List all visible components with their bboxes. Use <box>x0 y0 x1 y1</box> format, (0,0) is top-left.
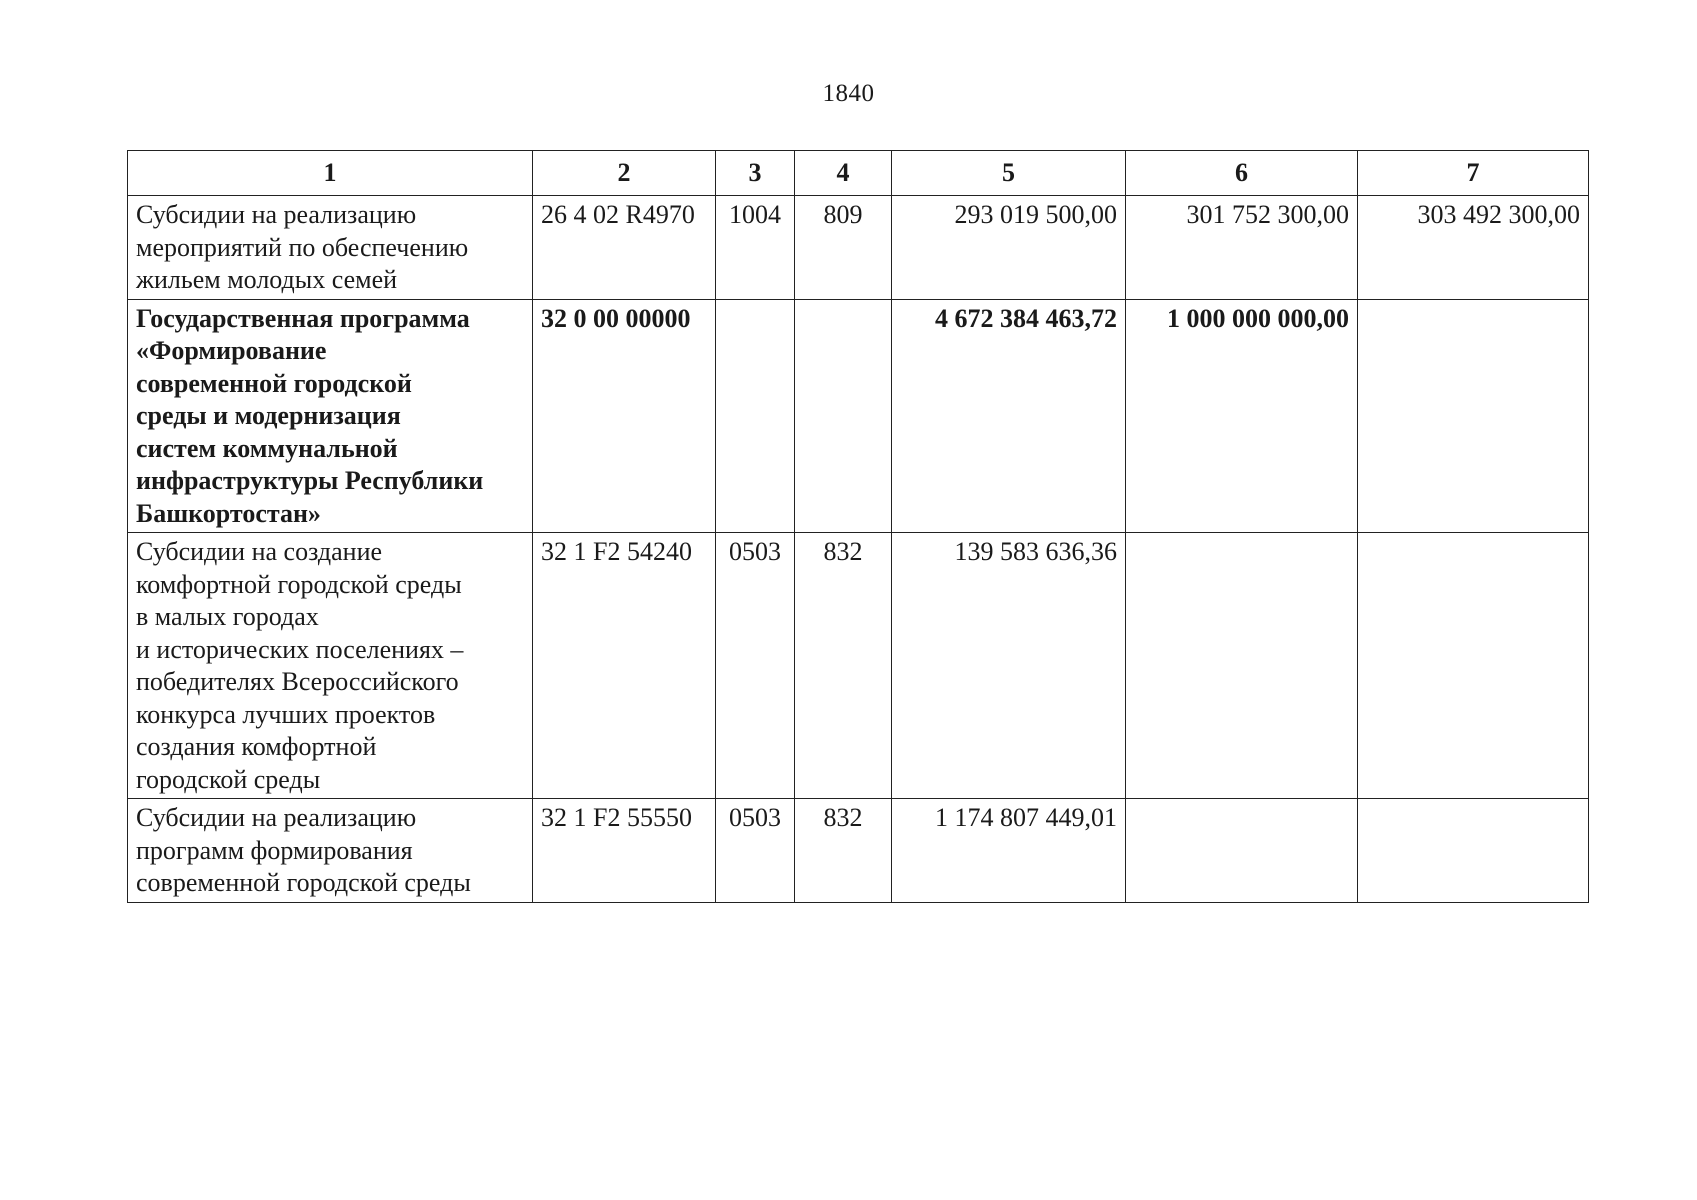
item-name-line: Субсидии на создание <box>136 537 383 566</box>
expense-type-cell: 832 <box>795 533 892 799</box>
item-name-cell <box>128 533 533 799</box>
table-body <box>128 196 1589 903</box>
item-name-line: мероприятий по обеспечению <box>136 232 469 262</box>
section-code-cell <box>716 299 795 533</box>
amount-col-5-cell: 1 174 807 449,01 <box>892 799 1126 903</box>
amount-col-7-cell <box>1358 799 1589 903</box>
item-name-line: программ формирования <box>136 835 413 865</box>
amount-col-6-cell: 301 752 300,00 <box>1126 196 1358 300</box>
budget-table <box>127 150 1589 903</box>
section-code-cell: 0503 <box>716 533 795 799</box>
budget-code-cell: 32 1 F2 54240 <box>533 533 716 799</box>
budget-code-cell: 32 1 F2 55550 <box>533 799 716 903</box>
header-col-2: 2 <box>533 151 716 196</box>
item-name-line: городской среды <box>136 764 321 794</box>
item-name-line: создания комфортной <box>136 732 377 761</box>
item-name-line: систем коммунальной <box>136 433 398 463</box>
section-code-cell: 0503 <box>716 799 795 903</box>
amount-col-7-cell: 303 492 300,00 <box>1358 196 1589 300</box>
amount-col-5-cell: 4 672 384 463,72 <box>892 299 1126 533</box>
expense-type-cell: 809 <box>795 196 892 300</box>
item-name-line: среды и модернизация <box>136 401 401 430</box>
item-name-line: Башкортостан» <box>136 498 321 528</box>
item-name-cell <box>128 196 533 300</box>
item-name-line: современной городской <box>136 368 412 398</box>
amount-col-6-cell: 1 000 000 000,00 <box>1126 299 1358 533</box>
header-col-1: 1 <box>128 151 533 196</box>
amount-col-6-cell <box>1126 799 1358 903</box>
item-name-line: Субсидии на реализацию <box>136 803 417 832</box>
item-name-line: инфраструктуры Республики <box>136 466 484 495</box>
header-col-3: 3 <box>716 151 795 196</box>
item-name-line: «Формирование <box>136 336 327 365</box>
item-name-line: в малых городах <box>136 602 319 631</box>
item-name-line: современной городской среды <box>136 868 471 897</box>
table-row <box>128 533 1589 799</box>
header-col-6: 6 <box>1126 151 1358 196</box>
expense-type-cell: 832 <box>795 799 892 903</box>
item-name-line: конкурса лучших проектов <box>136 699 436 729</box>
table-row <box>128 799 1589 903</box>
item-name-cell <box>128 299 533 533</box>
section-code-cell: 1004 <box>716 196 795 300</box>
table-row <box>128 196 1589 300</box>
item-name-cell <box>128 799 533 903</box>
amount-col-5-cell: 293 019 500,00 <box>892 196 1126 300</box>
item-name-line: комфортной городской среды <box>136 569 462 599</box>
item-name-line: победителях Всероссийского <box>136 667 459 696</box>
table-row <box>128 299 1589 533</box>
amount-col-7-cell <box>1358 299 1589 533</box>
page-number: 1840 <box>822 80 875 107</box>
expense-type-cell <box>795 299 892 533</box>
header-col-5: 5 <box>892 151 1126 196</box>
header-col-4: 4 <box>795 151 892 196</box>
budget-code-cell: 32 0 00 00000 <box>533 299 716 533</box>
budget-code-cell: 26 4 02 R4970 <box>533 196 716 300</box>
item-name-line: и исторических поселениях – <box>136 634 464 664</box>
item-name-line: Государственная программа <box>136 303 470 333</box>
header-col-7: 7 <box>1358 151 1589 196</box>
item-name-line: Субсидии на реализацию <box>136 200 417 229</box>
amount-col-5-cell: 139 583 636,36 <box>892 533 1126 799</box>
item-name-line: жильем молодых семей <box>136 265 398 294</box>
header-row <box>128 151 1589 196</box>
amount-col-7-cell <box>1358 533 1589 799</box>
amount-col-6-cell <box>1126 533 1358 799</box>
